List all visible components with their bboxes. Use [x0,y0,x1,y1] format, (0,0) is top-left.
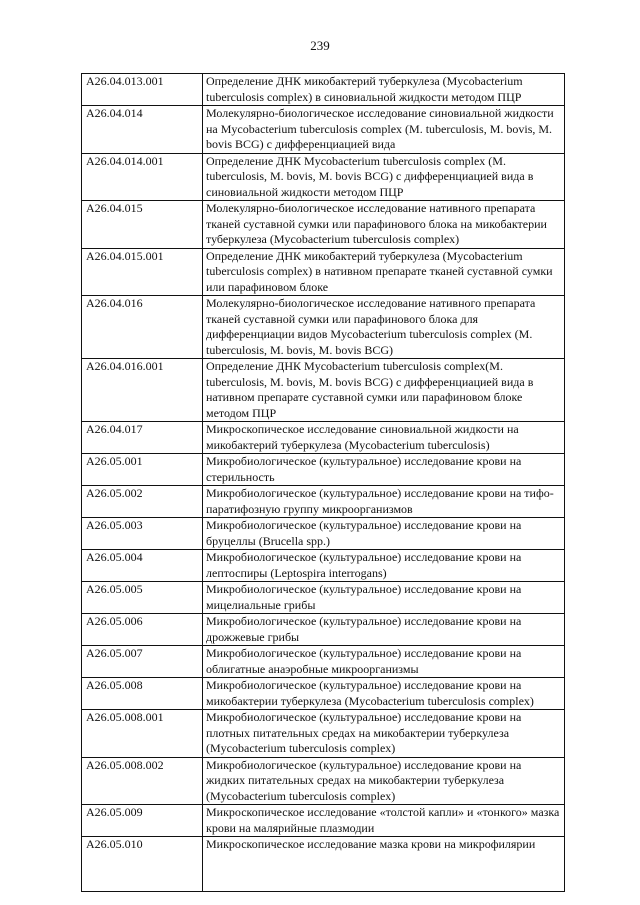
table-row [82,837,565,892]
service-code: A26.05.007 [82,646,203,678]
service-code: A26.05.009 [82,805,203,837]
table-row [82,710,565,758]
service-code: A26.04.017 [82,422,203,454]
service-description: Определение ДНК микобактерий туберкулеза (Mycobacterium tuberculosis complex) в нативном препарате тканей суставной сумки или парафиновом блоке [203,248,565,296]
table-row [82,454,565,486]
table-row [82,296,565,359]
table-row [82,582,565,614]
table-row [82,201,565,249]
service-description: Микробиологическое (культуральное) исследование крови на жидких питательных средах на микобактерии туберкулеза (Mycobacterium tuberculosis complex) [203,757,565,805]
service-description: Микробиологическое (культуральное) исследование крови на стерильность [203,454,565,486]
table-row [82,805,565,837]
service-code: A26.04.015.001 [82,248,203,296]
service-description: Микробиологическое (культуральное) исследование крови на мицелиальные грибы [203,582,565,614]
service-code: A26.04.015 [82,201,203,249]
table-row [82,646,565,678]
service-description: Микробиологическое (культуральное) исследование крови на облигатные анаэробные микроорганизмы [203,646,565,678]
service-description: Микробиологическое (культуральное) исследование крови на тифо-паратифозную группу микроорганизмов [203,486,565,518]
service-code: A26.05.008.002 [82,757,203,805]
table-row [82,153,565,201]
service-description: Микробиологическое (культуральное) исследование крови на дрожжевые грибы [203,614,565,646]
service-description: Молекулярно-биологическое исследование нативного препарата тканей суставной сумки или парафинового блока для дифференциации видов Mycobacterium tuberculosis complex (M. tuberculosis, M. bovis, M. bovis BCG) [203,296,565,359]
service-code: A26.05.010 [82,837,203,892]
table-row [82,550,565,582]
service-description: Микроскопическое исследование синовиальной жидкости на микобактерий туберкулеза (Mycobacterium tuberculosis) [203,422,565,454]
table-row [82,359,565,422]
service-description: Определение ДНК микобактерий туберкулеза (Mycobacterium tuberculosis complex) в синовиальной жидкости методом ПЦР [203,74,565,106]
table-row [82,518,565,550]
service-description: Микробиологическое (культуральное) исследование крови на микобактерии туберкулеза (Mycobacterium tuberculosis complex) [203,678,565,710]
service-code: A26.04.016 [82,296,203,359]
table-row [82,614,565,646]
service-code: A26.05.002 [82,486,203,518]
service-code: A26.05.008.001 [82,710,203,758]
table-row [82,678,565,710]
service-code: A26.05.006 [82,614,203,646]
table-row [82,106,565,154]
service-code: A26.05.001 [82,454,203,486]
table-row [82,248,565,296]
service-code: A26.04.014 [82,106,203,154]
service-description: Микробиологическое (культуральное) исследование крови на плотных питательных средах на микобактерии туберкулеза (Mycobacterium tuberculosis complex) [203,710,565,758]
table-row [82,486,565,518]
service-code: A26.05.005 [82,582,203,614]
table-row [82,74,565,106]
table-row [82,757,565,805]
service-description: Молекулярно-биологическое исследование синовиальной жидкости на Mycobacterium tuberculosis complex (M. tuberculosis, M. bovis, M. bovis BCG) с дифференциацией вида [203,106,565,154]
service-code: A26.04.013.001 [82,74,203,106]
service-description: Определение ДНК Mycobacterium tuberculosis complex(M. tuberculosis, M. bovis, M. bovis BCG) с дифференциацией вида в нативном препарате суставной сумки или парафиновом блоке методом ПЦР [203,359,565,422]
service-description: Микроскопическое исследование «толстой капли» и «тонкого» мазка крови на малярийные плазмодии [203,805,565,837]
page-number: 239 [310,38,330,53]
services-table [81,73,565,892]
service-code: A26.04.016.001 [82,359,203,422]
service-code: A26.04.014.001 [82,153,203,201]
service-description: Молекулярно-биологическое исследование нативного препарата тканей суставной сумки или парафинового блока на микобактерии туберкулеза (Mycobacterium tuberculosis complex) [203,201,565,249]
service-code: A26.05.003 [82,518,203,550]
service-description: Микроскопическое исследование мазка крови на микрофилярии [203,837,565,892]
service-description: Микробиологическое (культуральное) исследование крови на лептоспиры (Leptospira interrogans) [203,550,565,582]
service-code: A26.05.004 [82,550,203,582]
service-description: Определение ДНК Mycobacterium tuberculosis complex (M. tuberculosis, M. bovis, M. bovis BCG) с дифференциацией вида в синовиальной жидкости методом ПЦР [203,153,565,201]
table-row [82,422,565,454]
service-description: Микробиологическое (культуральное) исследование крови на бруцеллы (Brucella spp.) [203,518,565,550]
service-code: A26.05.008 [82,678,203,710]
